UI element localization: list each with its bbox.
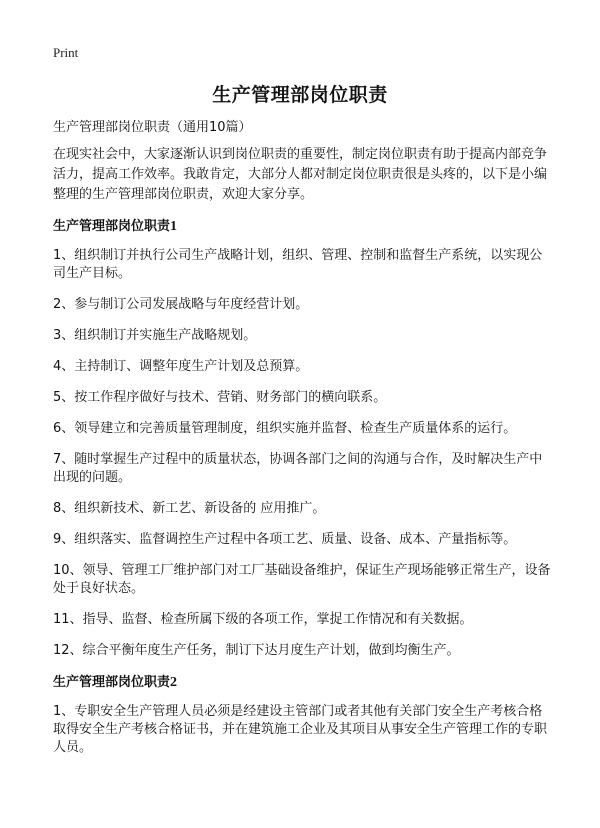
duty-item-6: 6、领导建立和完善质量管理制度，组织实施并监督、检查生产质量体系的运行。: [53, 421, 517, 436]
duty-item-1: 1、专职安全生产管理人员必须是经建设主管部门或者其他有关部门安全生产考核合格取得安全生产考核合格证书，并在建筑施工企业及其项目从事安全生产管理工作的专职人员。: [53, 704, 548, 755]
duty-item-3: 3、组织制订并实施生产战略规划。: [53, 328, 257, 343]
duty-item-7: 7、随时掌握生产过程中的质量状态，协调各部门之间的沟通与合作，及时解决生产中出现的问题。: [53, 452, 543, 485]
section-2: [53, 673, 553, 757]
duty-item-4: 4、主持制订、调整年度生产计划及总预算。: [53, 359, 309, 374]
duty-item-1: 1、组织制订并执行公司生产战略计划，组织、管理、控制和监督生产系统，以实现公司生产目标。: [53, 248, 543, 281]
duty-item-5: 5、按工作程序做好与技术、营销、财务部门的横向联系。: [53, 390, 387, 405]
page-title: 生产管理部岗位职责: [212, 84, 388, 106]
duty-item-8: 8、组织新技术、新工艺、新设备的 应用推广。: [53, 501, 326, 516]
section-heading: [53, 673, 553, 693]
duty-item-2: 2、参与制订公司发展战略与年度经营计划。: [53, 297, 309, 312]
section-heading-number: 2: [170, 675, 178, 690]
duty-item-12: 12、综合平衡年度生产任务，制订下达月度生产计划，做到均衡生产。: [53, 643, 460, 658]
duty-item-11: 11、指导、监督、检查所属下级的各项工作，掌捉工作情况和有关数据。: [53, 612, 473, 627]
document-subtitle: 生产管理部岗位职责（通用10篇）: [53, 120, 252, 135]
section-heading: [53, 217, 553, 237]
document-body: [53, 119, 553, 770]
intro-paragraph: 在现实社会中，大家逐渐认识到岗位职责的重要性，制定岗位职责有助于提高内部竞争活力，提高工作效率。我敢肯定，大部分人都对制定岗位职责很是头疼的，以下是小编整理的生产管理部岗位职责，欢迎大家分享。: [53, 147, 548, 202]
section-1: [53, 217, 553, 660]
section-heading-number: 1: [170, 219, 178, 234]
section-heading-text: 生产管理部岗位职责: [53, 675, 171, 690]
duty-item-9: 9、组织落实、监督调控生产过程中各项工艺、质量、设备、成本、产量指标等。: [53, 532, 517, 547]
print-link[interactable]: Print: [53, 45, 79, 60]
section-heading-text: 生产管理部岗位职责: [53, 219, 171, 234]
duty-item-10: 10、领导、管理工厂维护部门对工厂基础设备维护，保证生产现场能够正常生产，设备处于良好状态。: [53, 563, 551, 596]
